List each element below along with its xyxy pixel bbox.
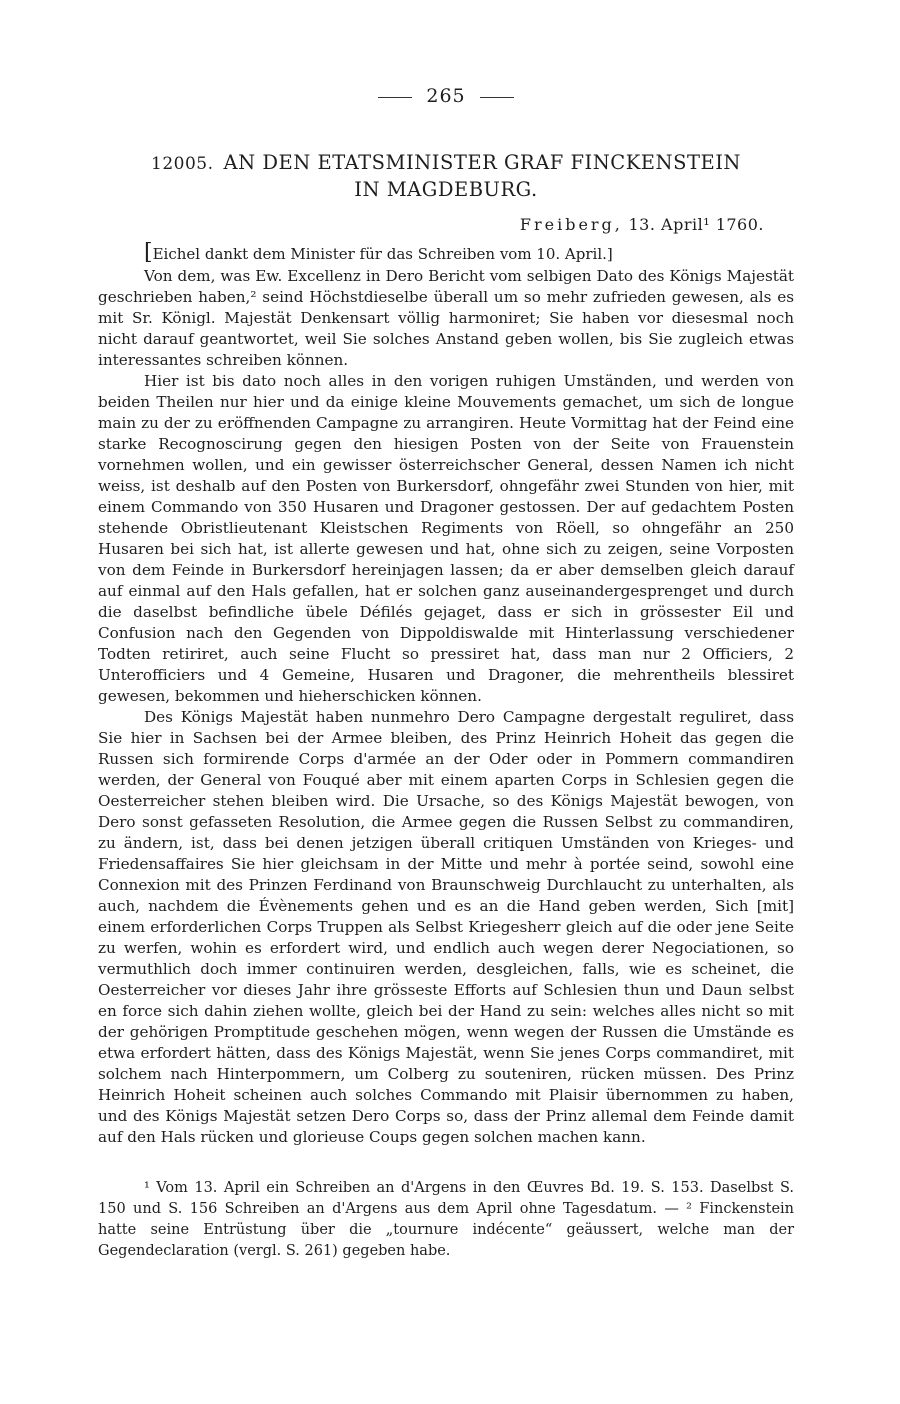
heading-title-line2: IN MAGDEBURG. [354, 178, 538, 201]
dash-right [480, 97, 514, 98]
footnote-text: ¹ Vom 13. April ein Schreiben an d'Argens in den Œuvres Bd. 19. S. 153. Daselbst S. 150 und S. 156 Schreiben an d'Argens aus dem April ohne Tagesdatum. — ² Finckenstein hatte seine Entrüstung über die „tournure indécente“ geäussert, welche man der Gegendeclaration (vergl. S. 261) gegeben habe. [98, 1180, 794, 1259]
bracket-close: ] [606, 245, 613, 263]
footnotes [98, 1178, 794, 1262]
letter-body [98, 266, 794, 1148]
bracket-open: [ [144, 240, 153, 265]
heading-title-line1: AN DEN ETATSMINISTER GRAF FINCKENSTEIN [223, 151, 741, 174]
page-number-header [98, 84, 794, 108]
entry-number: 12005. [151, 154, 214, 174]
document-page [98, 84, 794, 1262]
heading-line-1 [98, 150, 794, 177]
body-paragraph-2: Hier ist bis dato noch alles in den vorigen ruhigen Umständen, und werden von beiden Theilen nur hier und da einige kleine Mouvements gemachet, um sich de longue main zu der zu eröffnenden Campagne zu arrangiren. Heute Vormittag hat der Feind eine starke Recognoscirung gegen den hiesigen Posten von der Seite von Frauenstein vornehmen wollen, und ein gewisser österreichscher General, dessen Namen ich nicht weiss, ist deshalb auf den Posten von Burkersdorf, ohngefähr zwei Stunden von hier, mit einem Commando von 350 Husaren und Dragoner gestossen. Der auf gedachtem Posten stehende Obristlieutenant Kleistschen Regiments von Röell, so ohngefähr an 250 Husaren bei sich hat, ist allerte gewesen und hat, ohne sich zu zeigen, seine Vorposten von dem Feinde in Burkersdorf hereinjagen lassen; da er aber demselben gleich darauf auf einmal auf den Hals gefallen, hat er solchen ganz auseinandergesprenget und durch die daselbst befindliche übele Défilés gejaget, dass er sich in grössester Eil und Confusion nach den Gegenden von Dippoldiswalde mit Hinterlassung verschiedener Todten retiriret, auch seine Flucht so pressiret hat, dass man nur 2 Officiers, 2 Unterofficiers und 4 Gemeine, Husaren und Dragoner, die mehrentheils blessiret gewesen, bekommen und hieherschicken können. [98, 372, 794, 705]
dash-left [378, 97, 412, 98]
dateline [98, 213, 764, 237]
body-paragraph-1: Von dem, was Ew. Excellenz in Dero Bericht vom selbigen Dato des Königs Majestät geschrieben haben,² seind Höchstdieselbe überall um so mehr zufrieden gewesen, als es mit Sr. Königl. Majestät Denkensart völlig harmoniret; Sie haben vor diesesmal noch nicht darauf geantwortet, weil Sie solches Anstand geben wollen, bis Sie zugleich etwas interessantes schreiben können. [98, 267, 794, 369]
editor-note [144, 241, 794, 266]
letter-heading [98, 150, 794, 203]
dateline-date: 13. April¹ 1760. [628, 215, 764, 234]
body-paragraph-3: Des Königs Majestät haben nunmehro Dero Campagne dergestalt reguliret, dass Sie hier in Sachsen bei der Armee bleiben, des Prinz Heinrich Hoheit das gegen die Russen sich formirende Corps d'armée an der Oder oder in Pommern commandiren werden, der General von Fouqué aber mit einem aparten Corps in Schlesien gegen die Oesterreicher stehen bleiben wird. Die Ursache, so des Königs Majestät bewogen, von Dero sonst gefasseten Resolution, die Armee gegen die Russen Selbst zu commandiren, zu ändern, ist, dass bei denen jetzigen überall critiquen Umständen von Krieges- und Friedensaffaires Sie hier gleichsam in der Mitte und mehr à portée seind, sowohl eine Connexion mit des Prinzen Ferdinand von Braunschweig Durchlaucht zu unterhalten, als auch, nachdem die Évènements gehen und es an die Hand geben werden, Sich [mit] einem erforderlichen Corps Truppen als Selbst Kriegesherr gleich auf die oder jene Seite zu werfen, wohin es erfordert wird, und endlich auch wegen derer Negociationen, so vermuthlich doch immer continuiren werden, desgleichen, falls, wie es scheinet, die Oesterreicher vor dieses Jahr ihre grösseste Efforts auf Schlesien thun und Daun selbst en force sich dahin ziehen wollte, gleich bei der Hand zu sein: welches alles nicht so mit der gehörigen Promptitude geschehen mögen, wenn wegen der Russen die Umstände es etwa erfordert hätten, dass des Königs Majestät, wenn Sie jenes Corps commandiret, mit solchem nach Hinterpommern, um Colberg zu souteniren, rücken müssen. Des Prinz Heinrich Hoheit scheinen auch solches Commando mit Plaisir übernommen zu haben, und des Königs Majestät setzen Dero Corps so, dass der Prinz allemal dem Feinde damit auf den Hals rücken und glorieuse Coups gegen solchen machen kann. [98, 708, 794, 1146]
editor-note-text: Eichel dankt dem Minister für das Schreiben vom 10. April. [152, 245, 607, 263]
page-number: 265 [426, 85, 466, 107]
dateline-place: Freiberg, [519, 215, 623, 234]
